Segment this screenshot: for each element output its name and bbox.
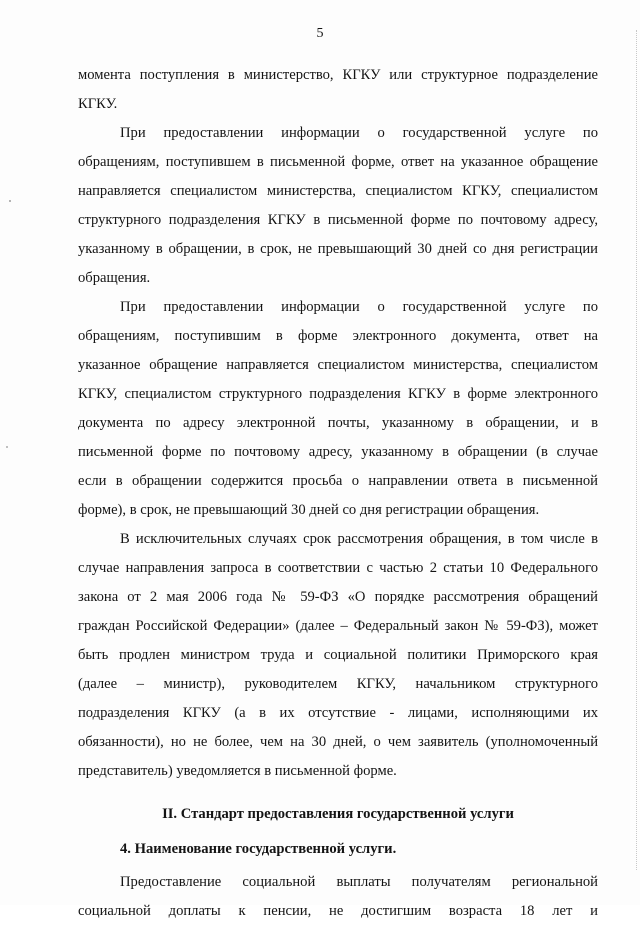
text-line: представитель) уведомляется в письменной форме.	[78, 763, 397, 779]
text-line: форме), в срок, не превышающий 30 дней со дня регистрации обращения.	[78, 502, 540, 518]
paragraph	[78, 293, 598, 525]
scan-speck	[6, 446, 8, 448]
text-line: письменной форме по почтовому адресу, указанному в обращении (в случае	[78, 444, 598, 460]
text-line: КГКУ, специалистом структурного подразделения КГКУ в форме электронного	[78, 386, 598, 402]
text-line: обращения.	[78, 270, 151, 286]
text-line: указанное обращение направляется специалистом министерства, специалистом	[78, 357, 598, 373]
scan-edge	[635, 30, 637, 870]
text-line: случае направления запроса в соответствии с частью 2 статьи 10 Федерального	[78, 560, 598, 576]
spacer	[78, 786, 598, 800]
text-line: В исключительных случаях срок рассмотрения обращения, в том числе в	[120, 531, 598, 547]
text-line: момента поступления в министерство, КГКУ или структурное подразделение	[78, 67, 598, 83]
paragraph	[78, 119, 598, 293]
text-line: если в обращении содержится просьба о направлении ответа в письменной	[78, 473, 598, 489]
text-line: обращениям, поступившем в письменной форме, ответ на указанное обращение	[78, 154, 598, 170]
subsection-heading: 4. Наименование государственной услуги.	[120, 841, 397, 857]
text-line: При предоставлении информации о государственной услуге по	[120, 125, 598, 141]
text-line: указанному в обращении, в срок, не превышающий 30 дней со дня регистрации	[78, 241, 598, 257]
document-body	[78, 61, 598, 926]
text-line: обязанности), но не более, чем на 30 дней, о чем заявитель (уполномоченный	[78, 734, 598, 750]
text-line: направляется специалистом министерства, специалистом КГКУ, специалистом	[78, 183, 598, 199]
text-line: структурного подразделения КГКУ в письменной форме по почтовому адресу,	[78, 212, 598, 228]
page-number: 5	[316, 26, 324, 41]
text-line: быть продлен министром труда и социальной политики Приморского края	[78, 647, 598, 663]
text-line: граждан Российской Федерации» (далее – Федеральный закон № 59-ФЗ), может	[78, 618, 598, 634]
text-line: документа по адресу электронной почты, указанному в обращении, и в	[78, 415, 598, 431]
text-line: социальной доплаты к пенсии, не достигшим возраста 18 лет и	[78, 903, 598, 919]
text-line: (далее – министр), руководителем КГКУ, начальником структурного	[78, 676, 598, 692]
text-line: обращениям, поступившим в форме электронного документа, ответ на	[78, 328, 598, 344]
text-line: закона от 2 мая 2006 года № 59-ФЗ «О порядке рассмотрения обращений	[78, 589, 598, 605]
text-line: подразделения КГКУ (а в их отсутствие - лицами, исполняющими их	[78, 705, 598, 721]
paragraph	[78, 525, 598, 786]
paragraph	[78, 868, 598, 926]
text-line: Предоставление социальной выплаты получателям региональной	[120, 874, 598, 890]
text-line: При предоставлении информации о государственной услуге по	[120, 299, 598, 315]
scan-speck	[9, 200, 11, 202]
section-heading: II. Стандарт предоставления государственной услуги	[162, 806, 514, 822]
paragraph	[78, 61, 598, 119]
text-line: КГКУ.	[78, 96, 118, 112]
